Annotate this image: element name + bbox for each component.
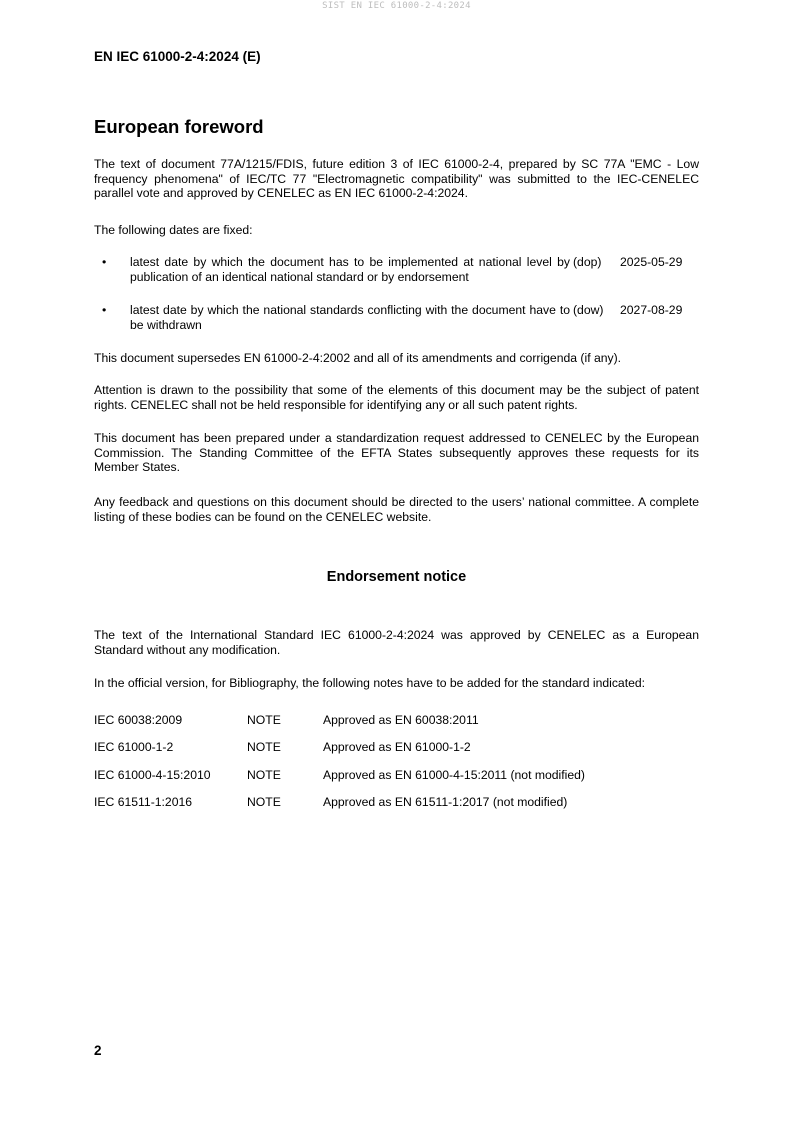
note-label: NOTE — [247, 795, 281, 809]
note-text: Approved as EN 61511-1:2017 (not modified) — [323, 795, 568, 809]
bibliography-notes-intro: In the official version, for Bibliography, the following notes have to be added for the standard indicated: — [94, 676, 646, 690]
note-label: NOTE — [247, 768, 281, 782]
watermark: SIST EN IEC 61000-2-4:2024 — [322, 1, 471, 11]
feedback-paragraph: Any feedback and questions on this document should be directed to the users’ national committee. A complete listing of these bodies can be found on the CENELEC website. — [94, 495, 699, 524]
note-standard: IEC 61511-1:2016 — [94, 795, 193, 809]
note-standard: IEC 61000-4-15:2010 — [94, 768, 211, 782]
section-heading-european-foreword: European foreword — [94, 116, 264, 137]
date-item-description: latest date by which the national standards conflicting with the document have to be withdrawn — [130, 303, 570, 332]
dates-intro-paragraph: The following dates are fixed: — [94, 223, 253, 237]
date-item-description: latest date by which the document has to be implemented at national level by publication of an identical national standard or by endorsement — [130, 255, 570, 284]
bullet-marker: • — [102, 303, 107, 317]
section-heading-endorsement-notice: Endorsement notice — [326, 569, 467, 585]
date-item-date: 2025-05-29 — [620, 255, 683, 269]
note-standard: IEC 60038:2009 — [94, 713, 183, 727]
supersedes-paragraph: This document supersedes EN 61000-2-4:2002 and all of its amendments and corrigenda (if any). — [94, 351, 622, 365]
date-item-code: (dop) — [573, 255, 602, 269]
bullet-marker: • — [102, 255, 107, 269]
endorsement-paragraph: The text of the International Standard IEC 61000-2-4:2024 was approved by CENELEC as a European Standard without any modification. — [94, 628, 699, 657]
note-label: NOTE — [247, 713, 281, 727]
note-text: Approved as EN 61000-4-15:2011 (not modified) — [323, 768, 585, 782]
date-item-code: (dow) — [573, 303, 604, 317]
patent-paragraph: Attention is drawn to the possibility that some of the elements of this document may be the subject of patent rights. CENELEC shall not be held responsible for identifying any or all such patent rights. — [94, 383, 699, 412]
note-text: Approved as EN 60038:2011 — [323, 713, 479, 727]
intro-paragraph: The text of document 77A/1215/FDIS, future edition 3 of IEC 61000-2-4, prepared by SC 77A "EMC - Low frequency phenomena" of IEC/TC 77 "Electromagnetic compatibility" was submitted to the IEC-CENELEC parallel vote and approved by CENELEC as EN IEC 61000-2-4:2024. — [94, 157, 699, 200]
note-text: Approved as EN 61000-1-2 — [323, 740, 471, 754]
page-number: 2 — [94, 1043, 102, 1058]
standardization-paragraph: This document has been prepared under a standardization request addressed to CENELEC by the European Commission. The Standing Committee of the EFTA States subsequently approves these requests for its Member States. — [94, 431, 699, 474]
note-standard: IEC 61000-1-2 — [94, 740, 174, 754]
document-id-header: EN IEC 61000-2-4:2024 (E) — [94, 49, 261, 64]
note-label: NOTE — [247, 740, 281, 754]
date-item-date: 2027-08-29 — [620, 303, 683, 317]
